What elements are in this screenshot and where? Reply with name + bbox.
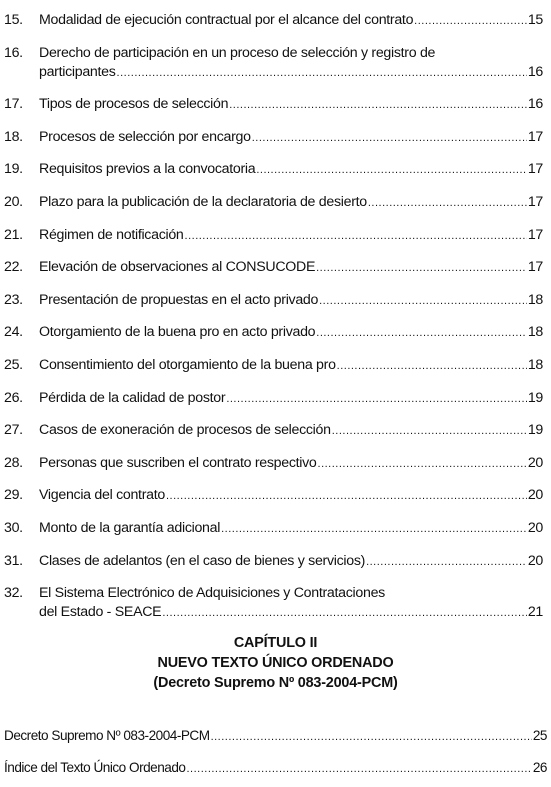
dot-leader	[221, 520, 527, 539]
entry-title: Personas que suscriben el contrato respectivo	[39, 454, 317, 471]
toc-entry	[0, 160, 551, 179]
toc-entry	[0, 193, 551, 212]
entry-body	[39, 128, 543, 147]
entry-line	[39, 454, 543, 473]
toc-entry	[0, 44, 551, 82]
entry-body	[39, 291, 543, 310]
dot-leader	[316, 324, 527, 343]
entry-number: 18.	[4, 128, 23, 145]
dot-leader	[366, 553, 527, 572]
entry-body	[39, 584, 543, 622]
entry-number: 32.	[4, 585, 23, 602]
page-number: 18	[527, 356, 543, 373]
entry-line	[39, 389, 543, 408]
entry-number: 29.	[4, 487, 23, 504]
page-number: 21	[527, 604, 543, 621]
page-number: 17	[527, 161, 543, 178]
entry-body	[39, 44, 543, 82]
entry-line	[39, 421, 543, 440]
entry-number: 22.	[4, 259, 23, 276]
entry-line	[39, 519, 543, 538]
entry-title: Casos de exoneración de procesos de selección	[39, 422, 331, 439]
entry-line	[39, 584, 543, 603]
dot-leader	[229, 96, 527, 115]
entry-line	[39, 603, 543, 622]
entry-line	[39, 11, 543, 30]
entry-title: Índice del Texto Único Ordenado	[4, 760, 186, 775]
entry-line	[39, 95, 543, 114]
dot-leader	[252, 129, 527, 148]
toc-entry	[0, 323, 551, 342]
page-number: 20	[527, 487, 543, 504]
entry-title: El Sistema Electrónico de Adquisiciones y Contrataciones	[39, 585, 385, 602]
entry-line	[39, 128, 543, 147]
dot-leader	[185, 227, 527, 246]
entry-line	[39, 63, 543, 82]
entry-number: 24.	[4, 324, 23, 341]
entry-number: 17.	[4, 96, 23, 113]
dot-leader	[368, 194, 527, 213]
entry-body	[39, 160, 543, 179]
entry-body	[39, 193, 543, 212]
entry-title: Decreto Supremo Nº 083-2004-PCM	[4, 728, 210, 743]
entry-line	[39, 323, 543, 342]
toc-entry	[0, 11, 551, 30]
toc-entry	[0, 552, 551, 571]
entry-title: participantes	[39, 63, 116, 80]
entry-number: 30.	[4, 519, 23, 536]
dot-leader	[166, 487, 527, 506]
entry-title: Modalidad de ejecución contractual por el alcance del contrato	[39, 12, 414, 28]
entry-title: Procesos de selección por encargo	[39, 128, 251, 145]
entry-number: 15.	[4, 12, 23, 28]
page-number: 17	[527, 128, 543, 145]
toc-entry	[0, 128, 551, 147]
entry-title: Elevación de observaciones al CONSUCODE	[39, 259, 316, 276]
toc-entry	[0, 226, 551, 245]
entry-number: 21.	[4, 226, 23, 243]
chapter-entry	[4, 758, 547, 777]
entry-number: 16.	[4, 44, 23, 61]
entry-number: 20.	[4, 193, 23, 210]
entry-title: Requisitos previos a la convocatoria	[39, 161, 256, 178]
toc-entry	[0, 584, 551, 622]
dot-leader	[332, 422, 527, 441]
dot-leader	[414, 12, 527, 31]
page-number: 19	[527, 389, 543, 406]
page-number: 15	[527, 12, 543, 28]
entry-body	[39, 356, 543, 375]
entry-body	[39, 421, 543, 440]
toc-entry	[0, 421, 551, 440]
entry-line	[39, 226, 543, 245]
entry-number: 25.	[4, 356, 23, 373]
entry-line	[39, 356, 543, 375]
dot-leader	[211, 728, 532, 747]
entry-title: Vigencia del contrato	[39, 487, 165, 504]
toc-entry	[0, 291, 551, 310]
toc-entry	[0, 454, 551, 473]
entry-number: 28.	[4, 454, 23, 471]
page-number: 17	[527, 193, 543, 210]
table-of-contents	[0, 11, 551, 636]
page-number: 18	[527, 324, 543, 341]
entry-title: Tipos de procesos de selección	[39, 96, 229, 113]
page-number: 20	[527, 552, 543, 569]
page-number: 19	[527, 422, 543, 439]
entry-title: Presentación de propuestas en el acto privado	[39, 291, 319, 308]
entry-line	[39, 160, 543, 179]
chapter-label: CAPÍTULO II	[233, 635, 318, 651]
toc-entry	[0, 95, 551, 114]
page-number: 25	[532, 728, 547, 743]
entry-body	[39, 552, 543, 571]
page-number: 16	[527, 63, 543, 80]
page-number: 20	[527, 519, 543, 536]
toc-entry	[0, 486, 551, 505]
page-number: 16	[527, 96, 543, 113]
page-number: 17	[527, 226, 543, 243]
entry-number: 19.	[4, 161, 23, 178]
entry-line	[39, 44, 543, 63]
toc-entry	[0, 519, 551, 538]
entry-body	[39, 454, 543, 473]
entry-body	[39, 486, 543, 505]
chapter-title: NUEVO TEXTO ÚNICO ORDENADO	[157, 655, 394, 671]
entry-body	[39, 11, 543, 30]
dot-leader	[162, 604, 526, 623]
toc-entry	[0, 356, 551, 375]
entry-line	[39, 486, 543, 505]
chapter-heading	[0, 633, 551, 693]
entry-line	[39, 552, 543, 571]
entry-body	[39, 95, 543, 114]
dot-leader	[256, 161, 526, 180]
entry-body	[39, 258, 543, 277]
chapter-contents	[0, 726, 551, 777]
dot-leader	[337, 357, 527, 376]
dot-leader	[186, 760, 531, 779]
entry-body	[39, 389, 543, 408]
page-number: 20	[527, 454, 543, 471]
toc-entry	[0, 258, 551, 277]
entry-line	[39, 258, 543, 277]
entry-body	[39, 519, 543, 538]
entry-title: Plazo para la publicación de la declaratoria de desierto	[39, 193, 367, 210]
entry-number: 27.	[4, 422, 23, 439]
entry-title: Monto de la garantía adicional	[39, 519, 221, 536]
entry-number: 26.	[4, 389, 23, 406]
dot-leader	[117, 64, 527, 83]
entry-title: Derecho de participación en un proceso de selección y registro de	[39, 44, 436, 61]
dot-leader	[226, 390, 527, 409]
chapter-subtitle: (Decreto Supremo Nº 083-2004-PCM)	[153, 675, 398, 691]
chapter-entry	[4, 726, 547, 745]
entry-body	[39, 323, 543, 342]
entry-line	[39, 291, 543, 310]
page-number: 26	[532, 760, 547, 775]
entry-number: 31.	[4, 552, 23, 569]
entry-title: Otorgamiento de la buena pro en acto privado	[39, 324, 316, 341]
page-number: 17	[527, 259, 543, 276]
page-number: 18	[527, 291, 543, 308]
dot-leader	[318, 455, 527, 474]
entry-body	[39, 226, 543, 245]
toc-entry	[0, 389, 551, 408]
entry-title: del Estado - SEACE	[39, 604, 162, 621]
entry-number: 23.	[4, 291, 23, 308]
dot-leader	[319, 292, 527, 311]
entry-title: Régimen de notificación	[39, 226, 184, 243]
entry-title: Consentimiento del otorgamiento de la buena pro	[39, 356, 336, 373]
dot-leader	[316, 259, 527, 278]
entry-title: Pérdida de la calidad de postor	[39, 389, 226, 406]
entry-title: Clases de adelantos (en el caso de bienes y servicios)	[39, 552, 366, 569]
entry-line	[39, 193, 543, 212]
